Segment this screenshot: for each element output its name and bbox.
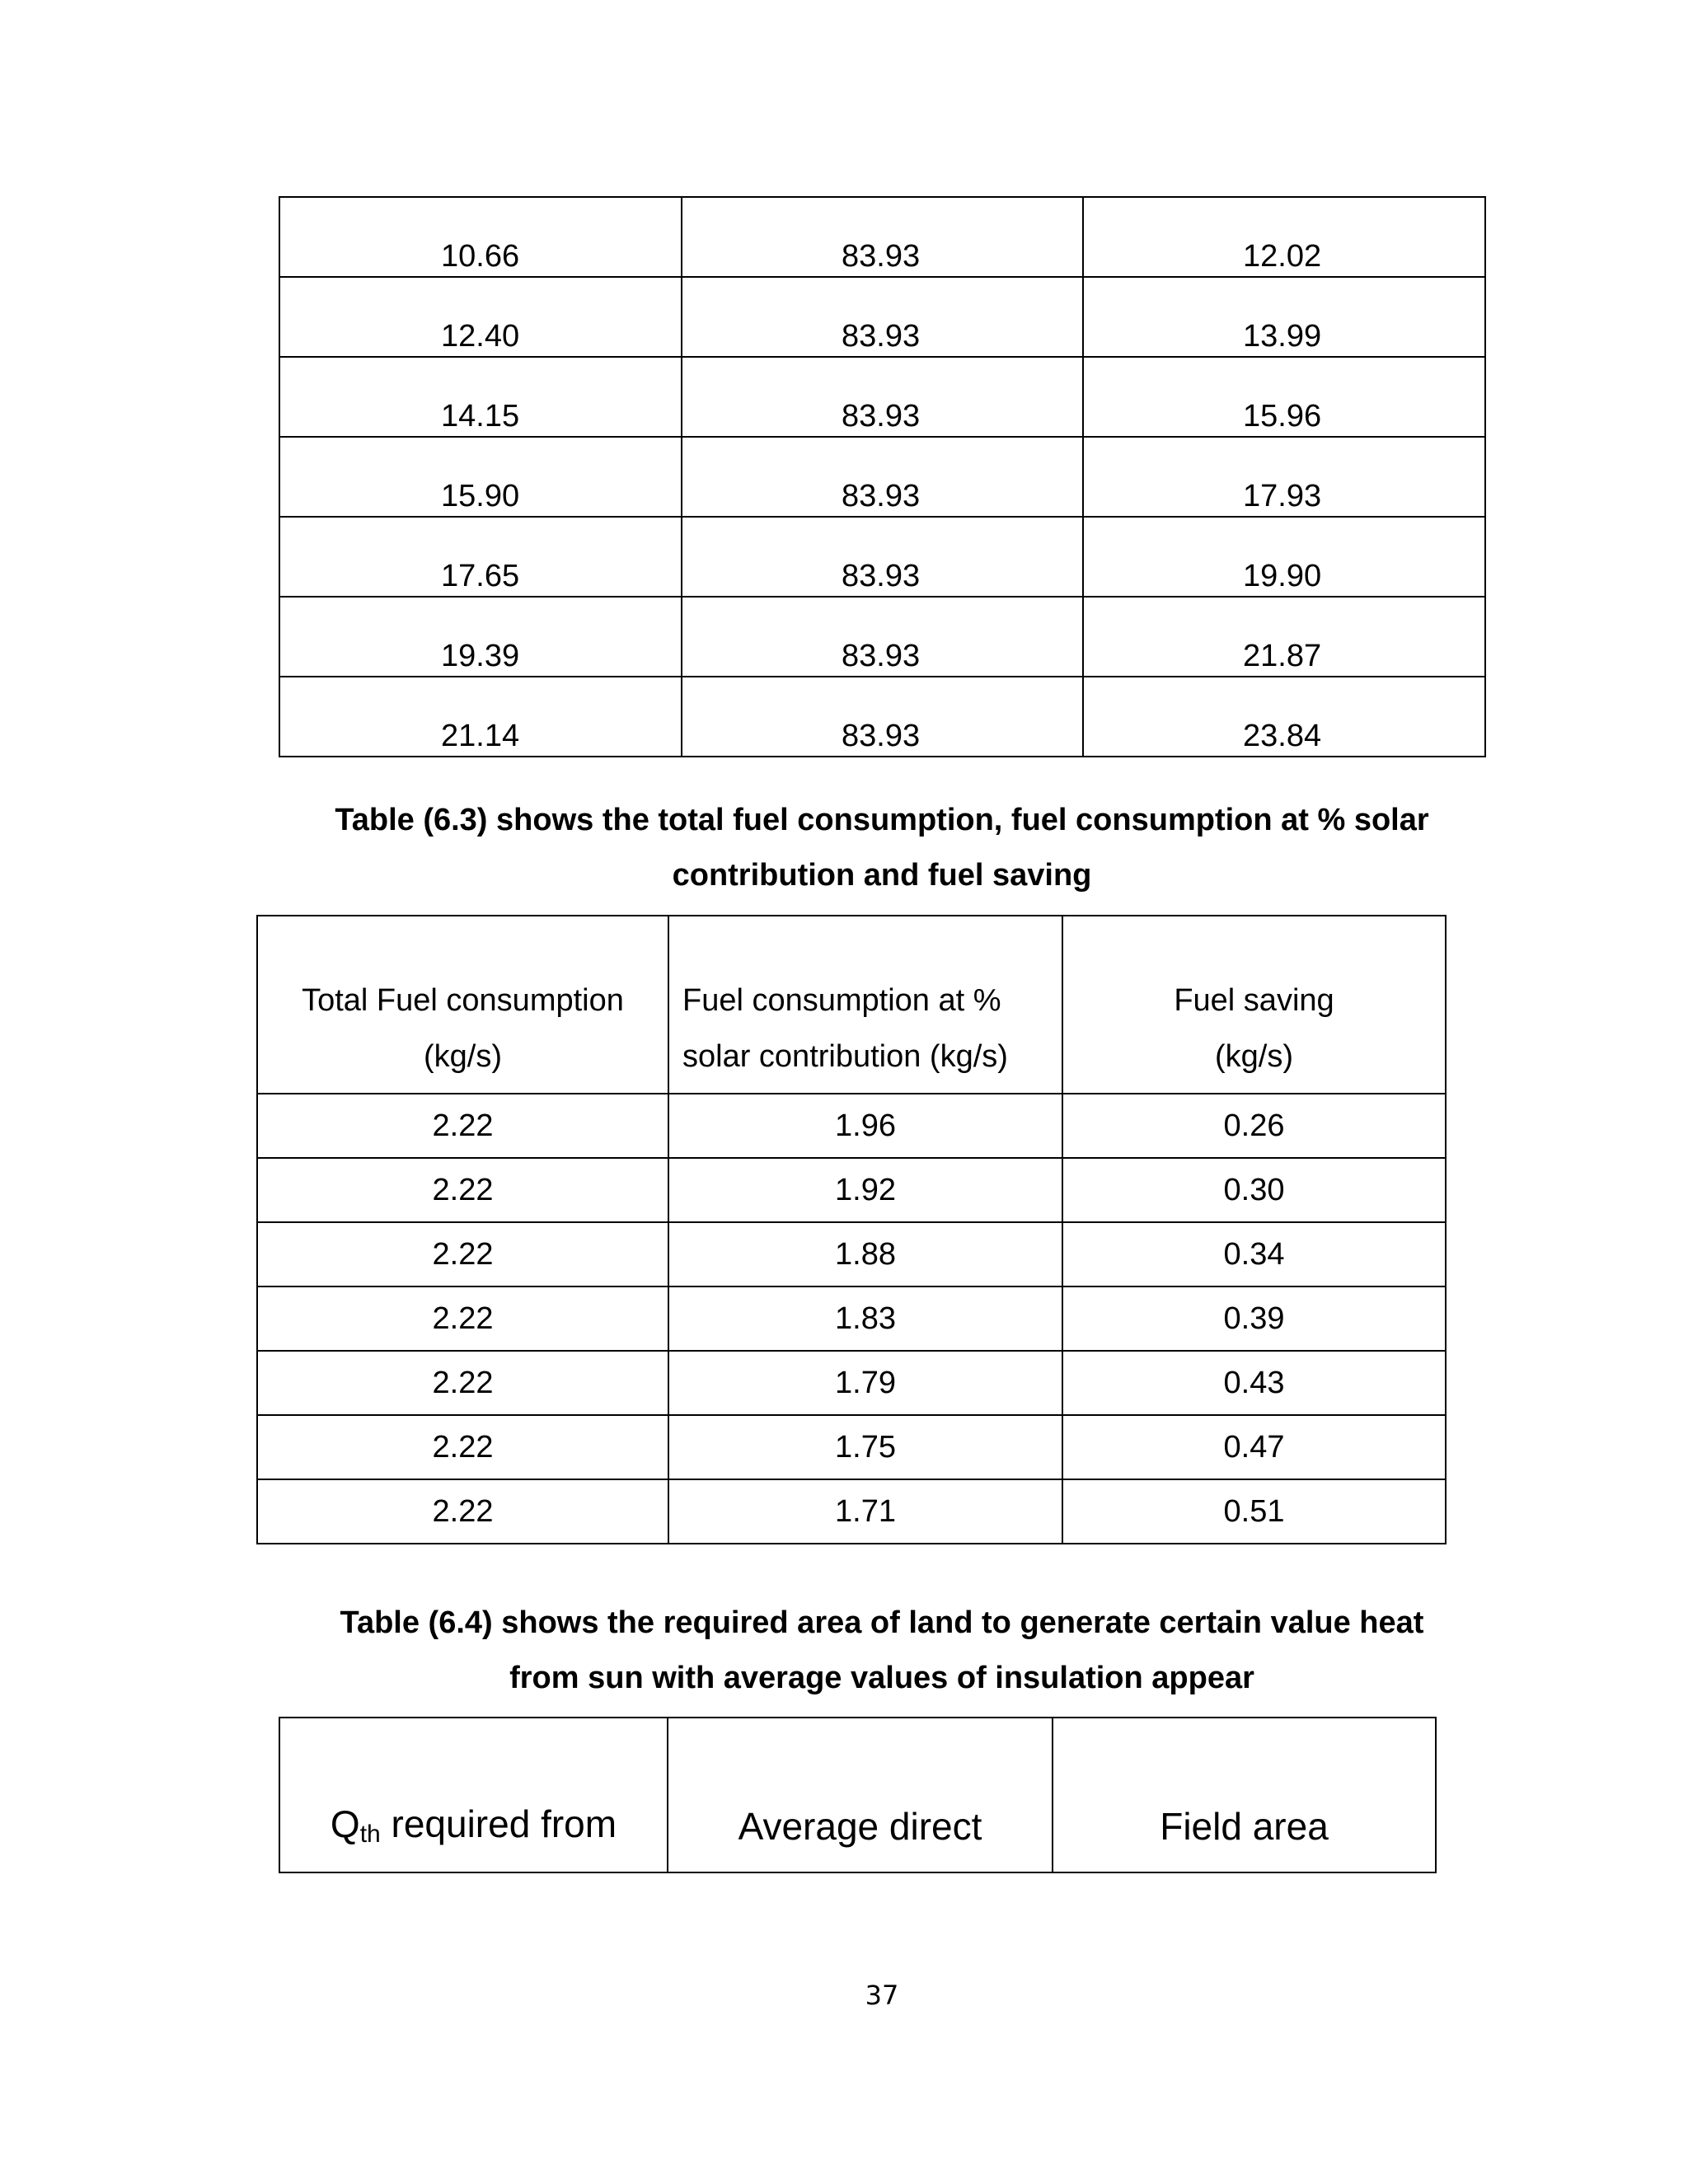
table-cell: 1.71 <box>668 1479 1062 1544</box>
table-cell: 21.14 <box>279 677 682 757</box>
header-line: Fuel saving <box>1174 983 1334 1018</box>
table-row <box>279 517 1485 597</box>
table-row <box>257 1479 1446 1544</box>
table-cell: 0.34 <box>1062 1222 1446 1286</box>
table-cell: 15.96 <box>1083 357 1485 437</box>
table-cell: 1.83 <box>668 1286 1062 1351</box>
table-cell: 83.93 <box>682 677 1083 757</box>
table-cell: 15.90 <box>279 437 682 517</box>
table-row <box>279 197 1485 277</box>
table-cell: 2.22 <box>257 1415 668 1479</box>
table-cell: 2.22 <box>257 1479 668 1544</box>
caption-line: Table (6.3) shows the total fuel consumption, fuel consumption at % solar <box>335 803 1429 837</box>
header-rest: required from <box>380 1802 617 1845</box>
column-header-field-area: Field area <box>1053 1718 1436 1872</box>
table-cell: 12.02 <box>1083 197 1485 277</box>
table-cell: 12.40 <box>279 277 682 357</box>
table-cell: 1.92 <box>668 1158 1062 1222</box>
table-cell: 19.39 <box>279 597 682 677</box>
header-line: (kg/s) <box>424 1039 502 1074</box>
table-cell: 2.22 <box>257 1094 668 1158</box>
table-cell: 23.84 <box>1083 677 1485 757</box>
table-cell: 21.87 <box>1083 597 1485 677</box>
table-cell: 19.90 <box>1083 517 1485 597</box>
header-line: solar contribution (kg/s) <box>682 1039 1008 1074</box>
table-cell: 1.96 <box>668 1094 1062 1158</box>
column-header-qth-required <box>279 1718 668 1872</box>
caption-line: from sun with average values of insulation appear <box>509 1661 1254 1695</box>
caption-line: contribution and fuel saving <box>672 858 1092 893</box>
table-cell: 17.65 <box>279 517 682 597</box>
table-row <box>257 1222 1446 1286</box>
table-row <box>279 677 1485 757</box>
table-cell: 0.30 <box>1062 1158 1446 1222</box>
table-6-4-caption <box>0 1596 1688 1706</box>
header-line: Total Fuel consumption <box>302 983 624 1018</box>
table-6-4 <box>279 1717 1437 1873</box>
table-header-row <box>279 1718 1436 1872</box>
table-row <box>257 1286 1446 1351</box>
table-cell: 1.75 <box>668 1415 1062 1479</box>
table-row <box>279 357 1485 437</box>
column-header-average-direct: Average direct <box>668 1718 1053 1872</box>
column-header-fuel-saving <box>1062 916 1446 1094</box>
table-cell: 83.93 <box>682 517 1083 597</box>
data-table-continued <box>279 196 1486 757</box>
column-header-fuel-at-solar <box>668 916 1062 1094</box>
table-row <box>279 437 1485 517</box>
table-cell: 14.15 <box>279 357 682 437</box>
header-subscript: th <box>359 1821 381 1848</box>
table-cell: 1.88 <box>668 1222 1062 1286</box>
header-main: Q <box>330 1802 360 1845</box>
table-row <box>257 1158 1446 1222</box>
table-cell: 1.79 <box>668 1351 1062 1415</box>
table-row <box>279 277 1485 357</box>
table-cell: 2.22 <box>257 1351 668 1415</box>
table-cell: 2.22 <box>257 1158 668 1222</box>
table-cell: 0.26 <box>1062 1094 1446 1158</box>
table-cell: 17.93 <box>1083 437 1485 517</box>
header-line: Fuel consumption at % <box>682 983 1001 1018</box>
table-cell: 0.47 <box>1062 1415 1446 1479</box>
table-row <box>257 1094 1446 1158</box>
caption-line: Table (6.4) shows the required area of land to generate certain value heat <box>340 1605 1424 1640</box>
table-header-row <box>257 916 1446 1094</box>
table-cell: 83.93 <box>682 597 1083 677</box>
table-cell: 0.43 <box>1062 1351 1446 1415</box>
table-row <box>279 597 1485 677</box>
header-line: (kg/s) <box>1215 1039 1293 1074</box>
table-cell: 13.99 <box>1083 277 1485 357</box>
table-cell: 83.93 <box>682 437 1083 517</box>
table-cell: 2.22 <box>257 1286 668 1351</box>
table-cell: 0.39 <box>1062 1286 1446 1351</box>
table-cell: 10.66 <box>279 197 682 277</box>
table-cell: 83.93 <box>682 277 1083 357</box>
table-6-3-caption <box>0 793 1688 903</box>
table-cell: 0.51 <box>1062 1479 1446 1544</box>
table-row <box>257 1415 1446 1479</box>
table-6-3 <box>256 915 1447 1544</box>
table-cell: 2.22 <box>257 1222 668 1286</box>
table-row <box>257 1351 1446 1415</box>
column-header-total-fuel <box>257 916 668 1094</box>
table-cell: 83.93 <box>682 197 1083 277</box>
table-cell: 83.93 <box>682 357 1083 437</box>
page-number: 37 <box>865 1980 899 2011</box>
